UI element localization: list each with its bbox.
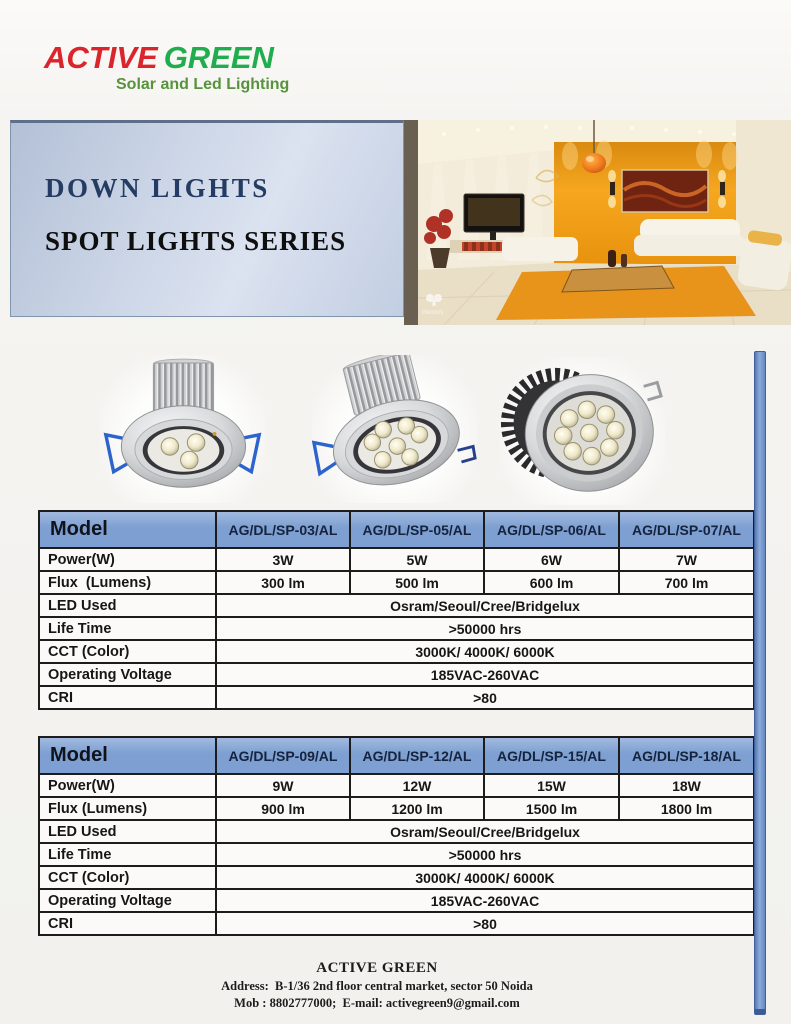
- brand-word-green: GREEN: [163, 40, 274, 75]
- brand-tagline: Solar and Led Lighting: [116, 76, 290, 93]
- spec-row: [39, 594, 754, 617]
- footer-address: Address: B-1/36 2nd floor central market, sector 50 Noida: [221, 979, 533, 993]
- spec-row: [39, 571, 754, 594]
- spec-row: [39, 617, 754, 640]
- spec-row-label: Power(W): [39, 548, 216, 571]
- spec-row: [39, 820, 754, 843]
- model-number-cell: AG/DL/SP-06/AL: [484, 511, 619, 548]
- spec-span-cell: >50000 hrs: [216, 617, 754, 640]
- spec-table-sp09-sp18: [38, 736, 755, 936]
- model-header-cell: Model: [39, 511, 216, 548]
- spec-row: [39, 843, 754, 866]
- spec-span-cell: Osram/Seoul/Cree/Bridgelux: [216, 820, 754, 843]
- model-number-cell: AG/DL/SP-15/AL: [484, 737, 619, 774]
- spec-row: [39, 686, 754, 709]
- product-photo-7led-downlight: [312, 355, 477, 503]
- spec-span-cell: >50000 hrs: [216, 843, 754, 866]
- brand-name: [44, 42, 289, 73]
- spec-value-cell: 15W: [484, 774, 619, 797]
- model-number-cell: AG/DL/SP-12/AL: [350, 737, 484, 774]
- spec-row-label: Operating Voltage: [39, 663, 216, 686]
- spec-span-cell: >80: [216, 686, 754, 709]
- spec-row: [39, 912, 754, 935]
- spec-span-cell: Osram/Seoul/Cree/Bridgelux: [216, 594, 754, 617]
- footer-contact: Mob : 8802777000; E-mail: activegreen9@gmail.com: [234, 996, 520, 1010]
- spec-row: [39, 548, 754, 571]
- spec-row-label: Life Time: [39, 843, 216, 866]
- spec-row-label: Operating Voltage: [39, 889, 216, 912]
- spec-row: [39, 663, 754, 686]
- spec-value-cell: 700 lm: [619, 571, 754, 594]
- spec-row-label: CCT (Color): [39, 866, 216, 889]
- interior-room-photo: [404, 120, 791, 325]
- spec-value-cell: 5W: [350, 548, 484, 571]
- spec-span-cell: >80: [216, 912, 754, 935]
- spec-value-cell: 900 lm: [216, 797, 350, 820]
- spec-value-cell: 500 lm: [350, 571, 484, 594]
- footer-contact-block: [0, 960, 754, 1011]
- spec-value-cell: 9W: [216, 774, 350, 797]
- model-number-cell: AG/DL/SP-05/AL: [350, 511, 484, 548]
- spec-value-cell: 18W: [619, 774, 754, 797]
- spec-row-label: LED Used: [39, 820, 216, 843]
- accent-bar: [754, 351, 766, 1015]
- spec-value-cell: 6W: [484, 548, 619, 571]
- banner-subtitle: SPOT LIGHTS SERIES: [45, 226, 347, 256]
- spec-span-cell: 3000K/ 4000K/ 6000K: [216, 640, 754, 663]
- spec-row-label: LED Used: [39, 594, 216, 617]
- model-number-cell: AG/DL/SP-18/AL: [619, 737, 754, 774]
- spec-value-cell: 7W: [619, 548, 754, 571]
- brand-word-active: ACTIVE: [44, 40, 158, 75]
- banner: [10, 120, 404, 317]
- spec-row: [39, 889, 754, 912]
- brand-logo: [44, 42, 289, 94]
- spec-value-cell: 600 lm: [484, 571, 619, 594]
- spec-value-cell: 300 lm: [216, 571, 350, 594]
- spec-value-cell: 1800 lm: [619, 797, 754, 820]
- spec-row-label: CRI: [39, 912, 216, 935]
- banner-title: DOWN LIGHTS: [45, 173, 270, 203]
- svg-text:interiors: interiors: [422, 310, 444, 316]
- spec-row-label: CRI: [39, 686, 216, 709]
- product-photo-9led-downlight: [500, 357, 665, 505]
- spec-row: [39, 640, 754, 663]
- spec-row-label: Flux (Lumens): [39, 571, 216, 594]
- spec-value-cell: 1500 lm: [484, 797, 619, 820]
- spec-row: [39, 797, 754, 820]
- model-header-cell: Model: [39, 737, 216, 774]
- model-number-cell: AG/DL/SP-03/AL: [216, 511, 350, 548]
- spec-span-cell: 185VAC-260VAC: [216, 889, 754, 912]
- model-number-cell: AG/DL/SP-07/AL: [619, 511, 754, 548]
- spec-row-label: Flux (Lumens): [39, 797, 216, 820]
- spec-value-cell: 1200 lm: [350, 797, 484, 820]
- spec-row-label: Life Time: [39, 617, 216, 640]
- footer-company-name: ACTIVE GREEN: [316, 960, 438, 976]
- spec-row-label: Power(W): [39, 774, 216, 797]
- spec-row: [39, 866, 754, 889]
- spec-row-label: CCT (Color): [39, 640, 216, 663]
- spec-span-cell: 3000K/ 4000K/ 6000K: [216, 866, 754, 889]
- spec-span-cell: 185VAC-260VAC: [216, 663, 754, 686]
- model-number-cell: AG/DL/SP-09/AL: [216, 737, 350, 774]
- spec-table-sp03-sp07: [38, 510, 755, 710]
- spec-value-cell: 12W: [350, 774, 484, 797]
- spec-row: [39, 774, 754, 797]
- spec-value-cell: 3W: [216, 548, 350, 571]
- product-photo-3led-downlight: [100, 355, 265, 503]
